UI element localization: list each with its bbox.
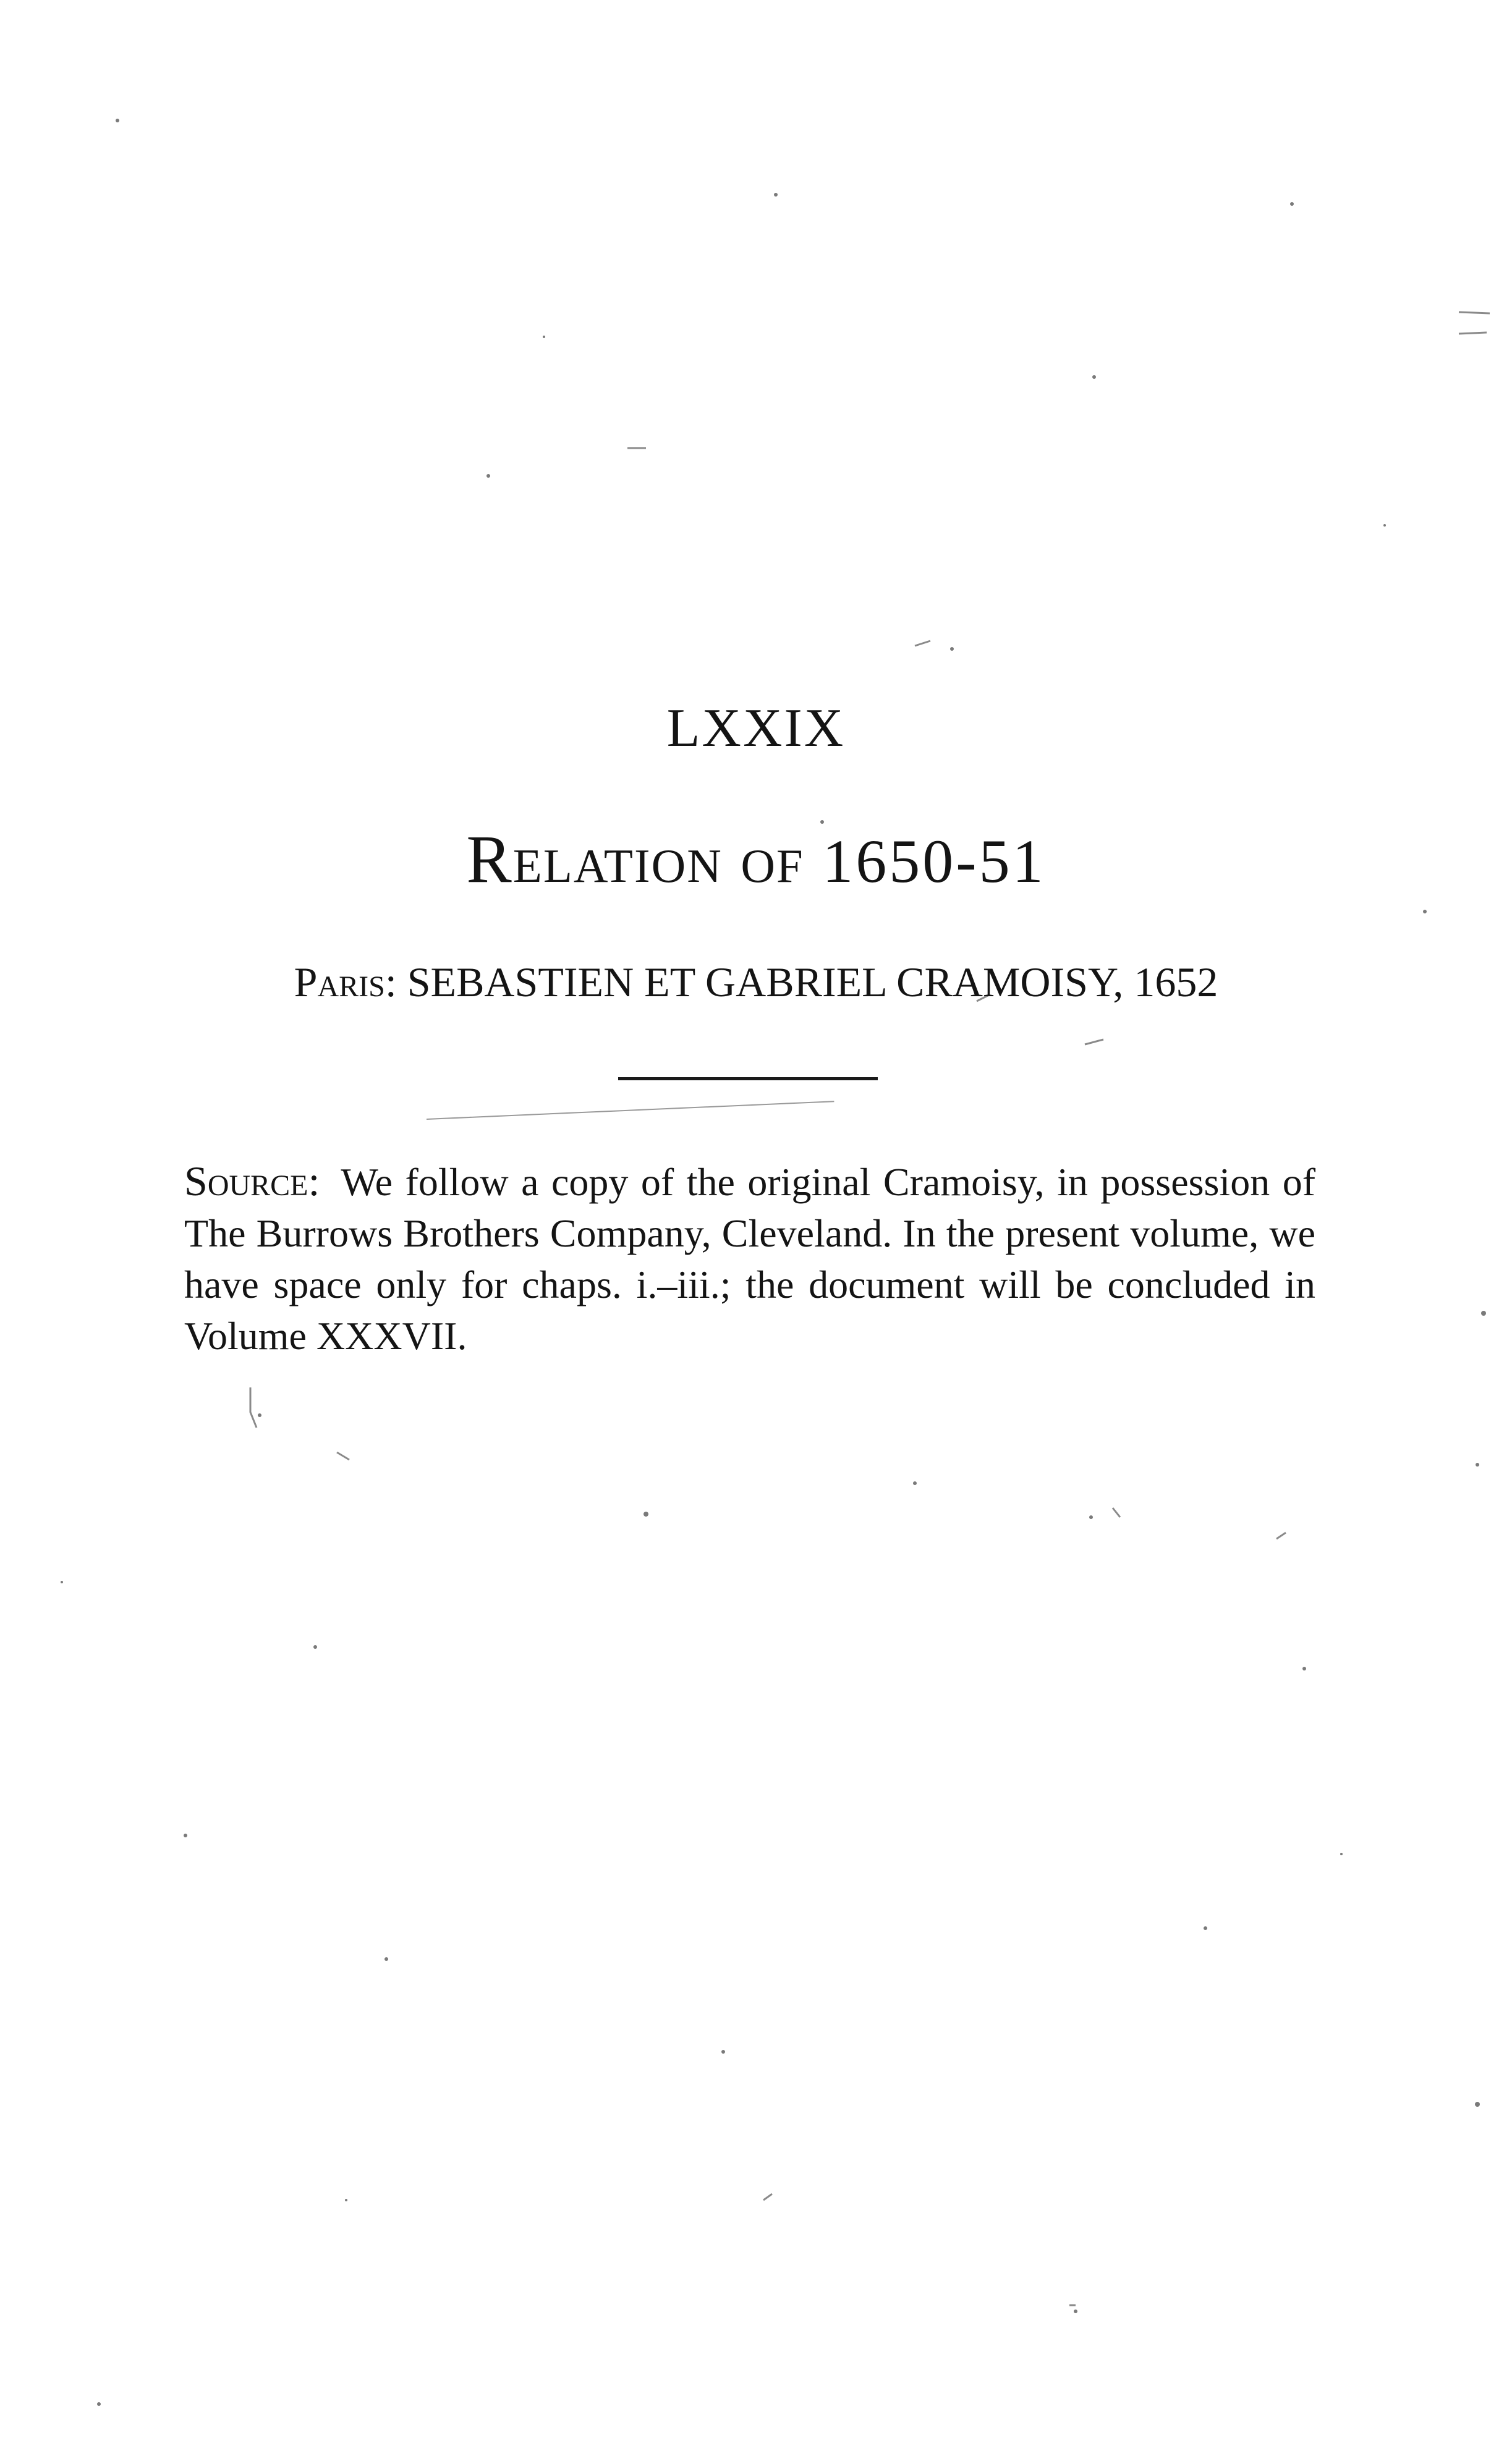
document-title [0,821,1512,897]
source-label: Source: [184,1158,320,1204]
source-text: We follow a copy of the original Cramoisy, in possession of The Burrows Brothers Company, Cleveland. In the present volume, we have space only for chaps. i.–iii.; the document will be concluded in Volume XXXVII. [184,1160,1315,1358]
source-note [184,1156,1315,1361]
title-prefix: Relation of [466,821,823,897]
imprint-publisher: : SEBASTIEN ET GABRIEL CRAMOISY, 1652 [384,959,1218,1005]
imprint-line [0,961,1512,1003]
chapter-number: LXXIX [666,698,846,758]
title-years: 1650-51 [822,827,1046,895]
section-divider [618,1077,878,1080]
imprint-city: Paris [294,959,385,1005]
